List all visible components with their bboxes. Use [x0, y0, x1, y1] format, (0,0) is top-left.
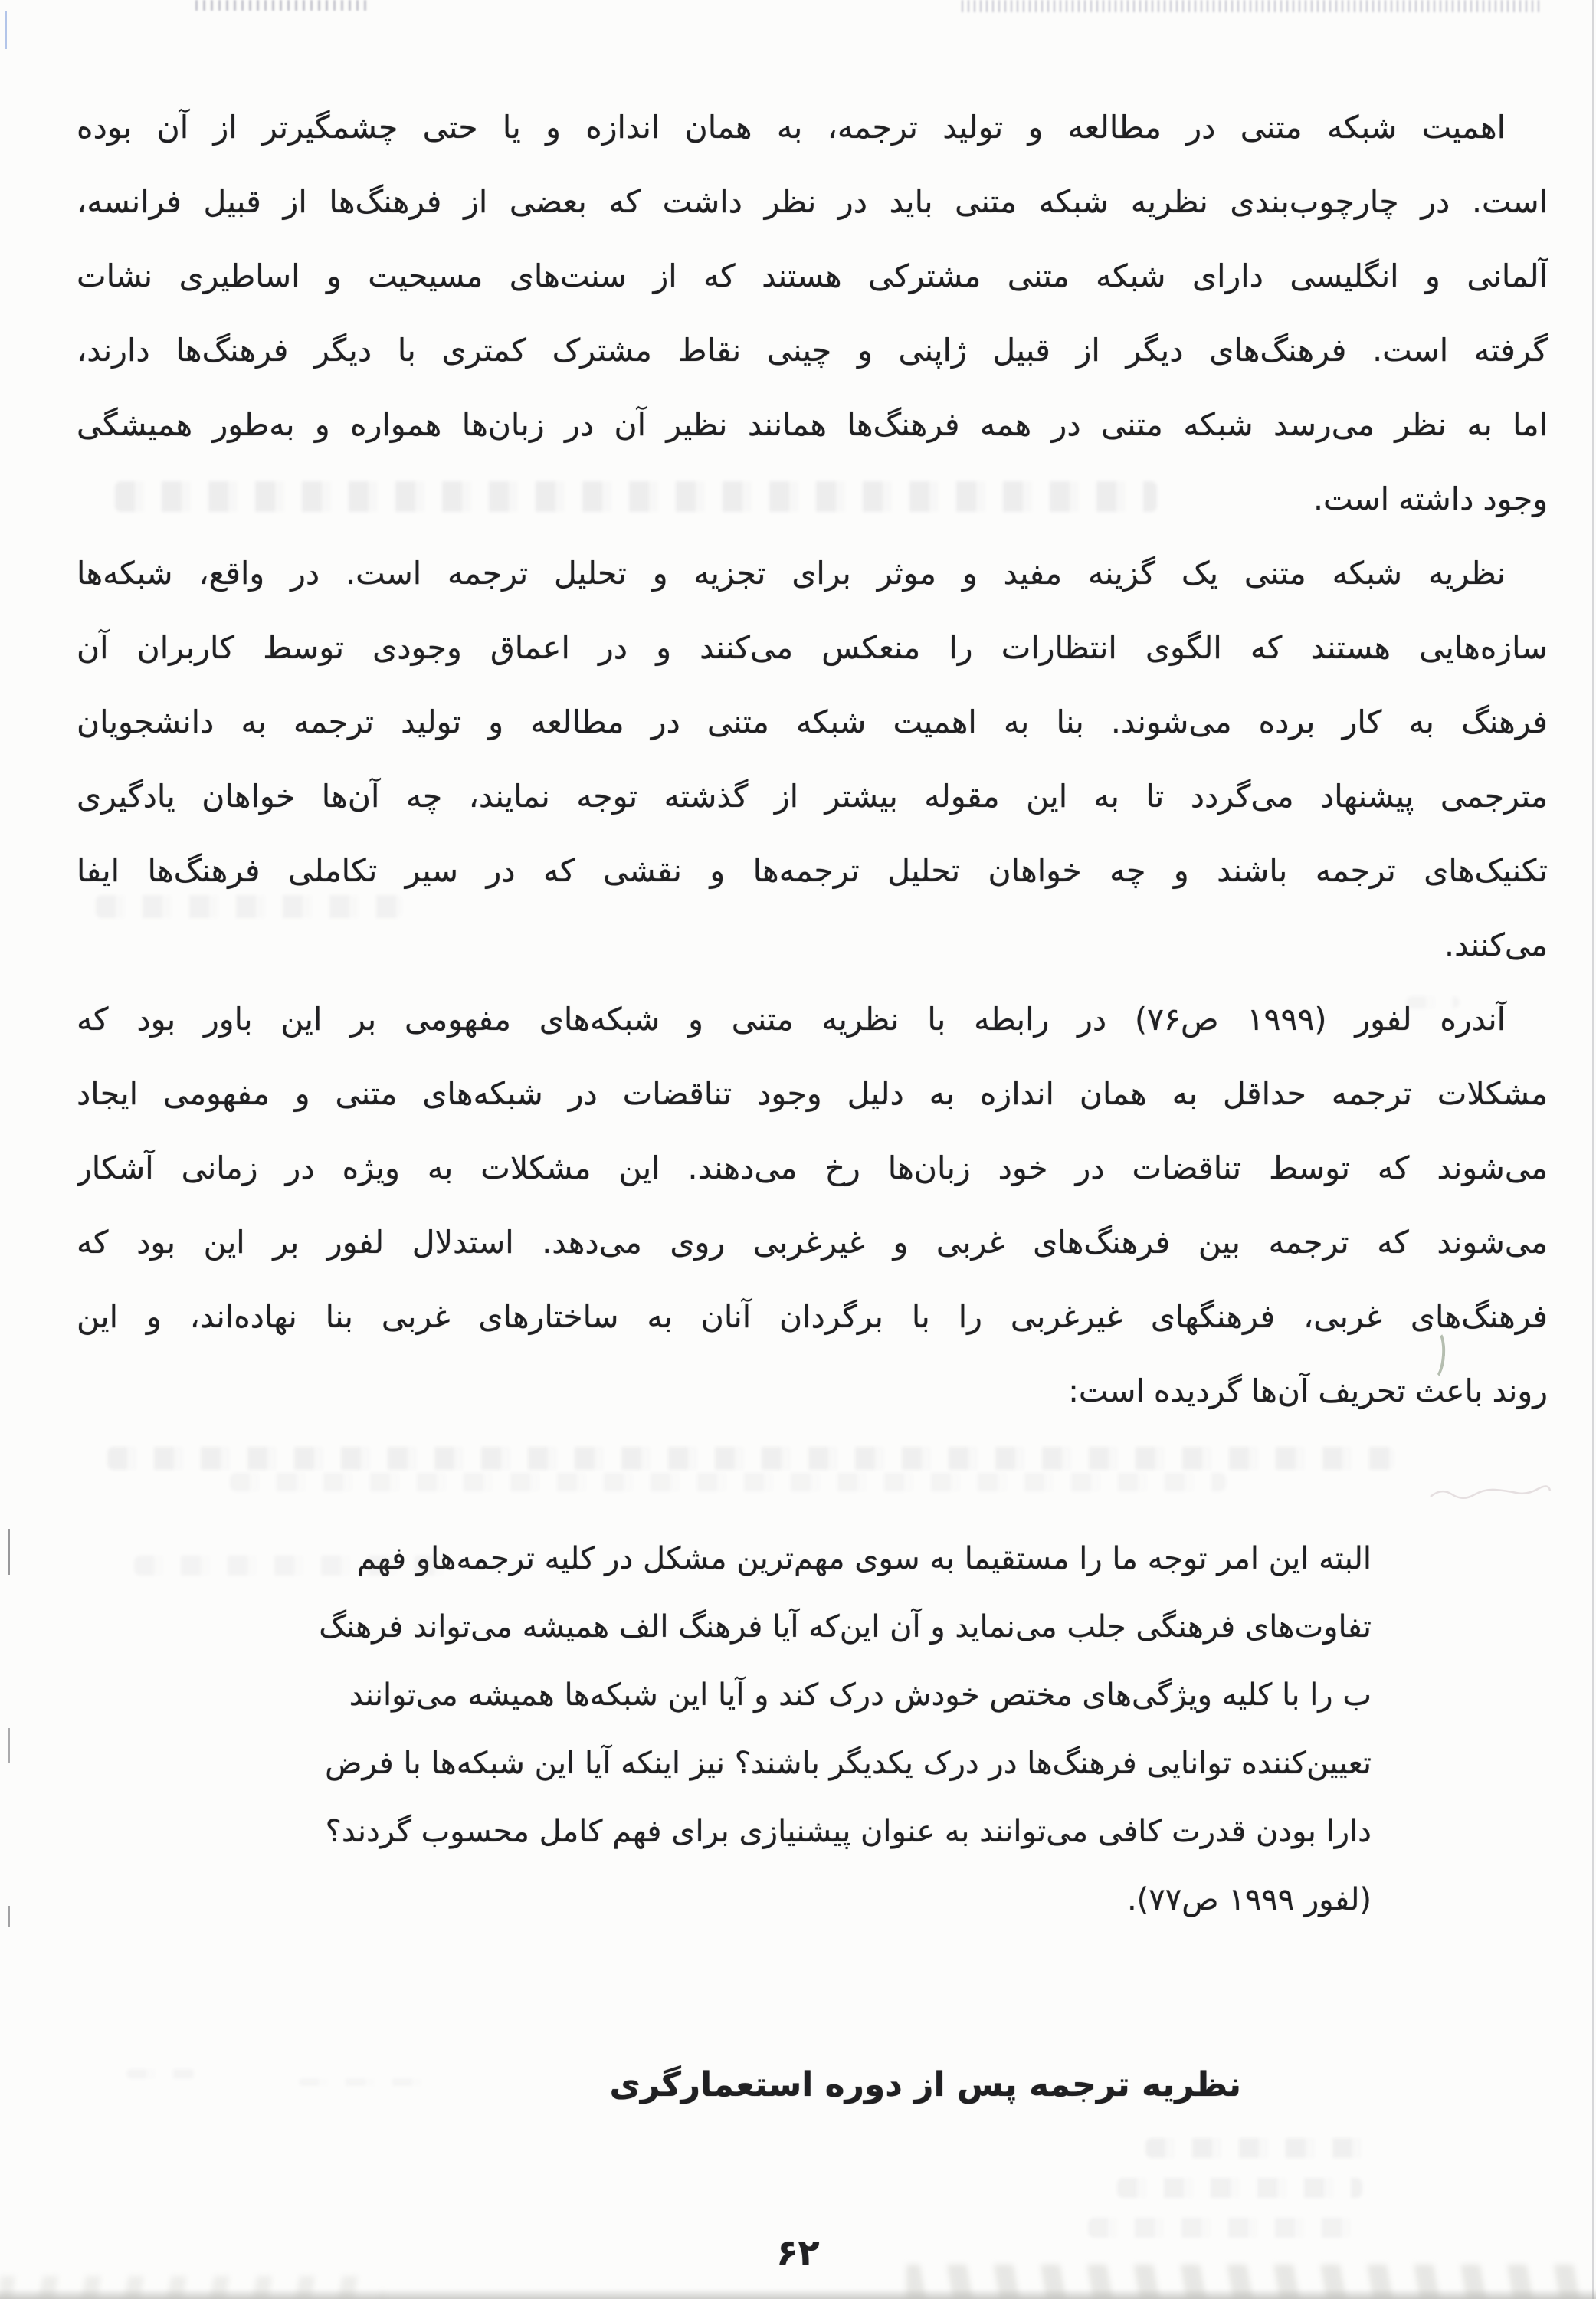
- paragraph-1: [77, 90, 1548, 536]
- scan-edge-line: [1592, 0, 1594, 2299]
- body-line: گرفته است. فرهنگ‌های دیگر از قبیل ژاپنی و چینی نقاط مشترک کمتری با دیگر فرهنگ‌ها دارند،: [77, 332, 1548, 369]
- paragraph-2: [77, 536, 1548, 982]
- quote-line: تفاوت‌های فرهنگی جلب می‌نماید و آن این‌که آیا فرهنگ الف همیشه می‌تواند فرهنگ: [319, 1609, 1372, 1645]
- scan-edge-mark: [8, 1728, 10, 1763]
- quote-line: تعیین‌کننده توانایی فرهنگ‌ها در درک یکدیگر باشند؟ نیز اینکه آیا این شبکه‌ها با فرض: [325, 1746, 1372, 1781]
- quote-line: دارا بودن قدرت کافی می‌توانند به عنوان پیشنیازی برای فهم کامل محسوب گردند؟: [325, 1814, 1372, 1849]
- bleed-through-text-line: [1117, 2178, 1362, 2198]
- scan-edge-streaks: [195, 0, 372, 11]
- body-line: مشکلات ترجمه حداقل به همان اندازه به دلیل وجود تناقضات در شبکه‌های متنی و مفهومی ایجاد: [77, 1075, 1548, 1112]
- quote-line: ب را با کلیه ویژگی‌های مختص خودش درک کند و آیا این شبکه‌ها همیشه می‌توانند: [349, 1678, 1372, 1713]
- body-line: وجود داشته است.: [1313, 480, 1548, 517]
- quote-citation: (لفور ۱۹۹۹ ص۷۷).: [1126, 1882, 1372, 1917]
- blockquote: [138, 1525, 1372, 1934]
- scan-edge-mark: [5, 11, 7, 49]
- body-line: فرهنگ‌های غربی، فرهنگهای غیرغربی را با برگردان آنان به ساختارهای غربی بنا نهاده‌اند، و این: [77, 1298, 1548, 1335]
- body-line: می‌شوند که ترجمه بین فرهنگ‌های غربی و غیرغربی روی می‌دهد. استدلال لفور بر این بود که: [77, 1224, 1548, 1261]
- scan-edge-mark: [8, 1529, 10, 1575]
- body-line: اما به نظر می‌رسد شبکه متنی در همه فرهنگ‌ها همانند نظیر آن در زبان‌ها همواره و به‌طور همیشگی: [77, 406, 1548, 443]
- scan-noise: [0, 2276, 383, 2299]
- body-line: اهمیت شبکه متنی در مطالعه و تولید ترجمه، به همان اندازه و یا حتی چشمگیرتر از آن بوده: [77, 109, 1506, 146]
- paragraph-3: [77, 982, 1548, 1428]
- body-line: آلمانی و انگلیسی دارای شبکه متنی مشترکی هستند که از سنت‌های مسیحیت و اساطیری نشات: [77, 257, 1548, 294]
- body-line: مترجمی پیشنهاد می‌گردد تا به این مقوله بیشتر از گذشته توجه نمایند، چه آن‌ها خواهان یادگیری: [77, 778, 1548, 815]
- body-line: می‌کنند.: [1444, 926, 1548, 963]
- scan-edge-streaks: [962, 0, 1544, 12]
- section-heading: نظریه ترجمه پس از دوره استعمارگری: [609, 2065, 1241, 2104]
- body-line: است. در چارچوب‌بندی نظریه شبکه متنی باید در نظر داشت که بعضی از فرهنگ‌ها از قبیل فرانسه،: [77, 183, 1548, 220]
- body-line: می‌شوند که توسط تناقضات در خود زبان‌ها رخ می‌دهند. این مشکلات به ویژه در زمانی آشکار: [77, 1150, 1548, 1186]
- quote-line: البته این امر توجه ما را مستقیما به سوی مهم‌ترین مشکل در کلیه ترجمه‌هاو فهم: [356, 1541, 1372, 1576]
- text-block: [77, 90, 1548, 2120]
- scan-edge-mark: [8, 1906, 10, 1927]
- body-line: تکنیک‌های ترجمه باشند و چه خواهان تحلیل ترجمه‌ها و نقشی که در سیر تکاملی فرهنگ‌ها ایفا: [77, 852, 1548, 889]
- body-line: نظریه شبکه متنی یک گزینه مفید و موثر برای تجزیه و تحلیل ترجمه است. در واقع، شبکه‌ها: [77, 555, 1506, 592]
- scan-bottom-shadow: [0, 2288, 1596, 2299]
- body-line: سازه‌هایی هستند که الگوی انتظارات را منعکس می‌کنند و در اعماق وجودی توسط کاربران آن: [77, 629, 1548, 666]
- bleed-through-text-line: [1145, 2138, 1375, 2158]
- page-number: ۶۲: [776, 2232, 820, 2273]
- body-line: فرهنگ به کار برده می‌شوند. بنا به اهمیت شبکه متنی در مطالعه و تولید ترجمه به دانشجویان: [77, 703, 1548, 740]
- body-line: آندره لفور (۱۹۹۹ ص۷۶) در رابطه با نظریه متنی و شبکه‌های مفهومی بر این باور بود که: [77, 1001, 1506, 1038]
- body-line: روند باعث تحریف آن‌ها گردیده است:: [1068, 1373, 1548, 1409]
